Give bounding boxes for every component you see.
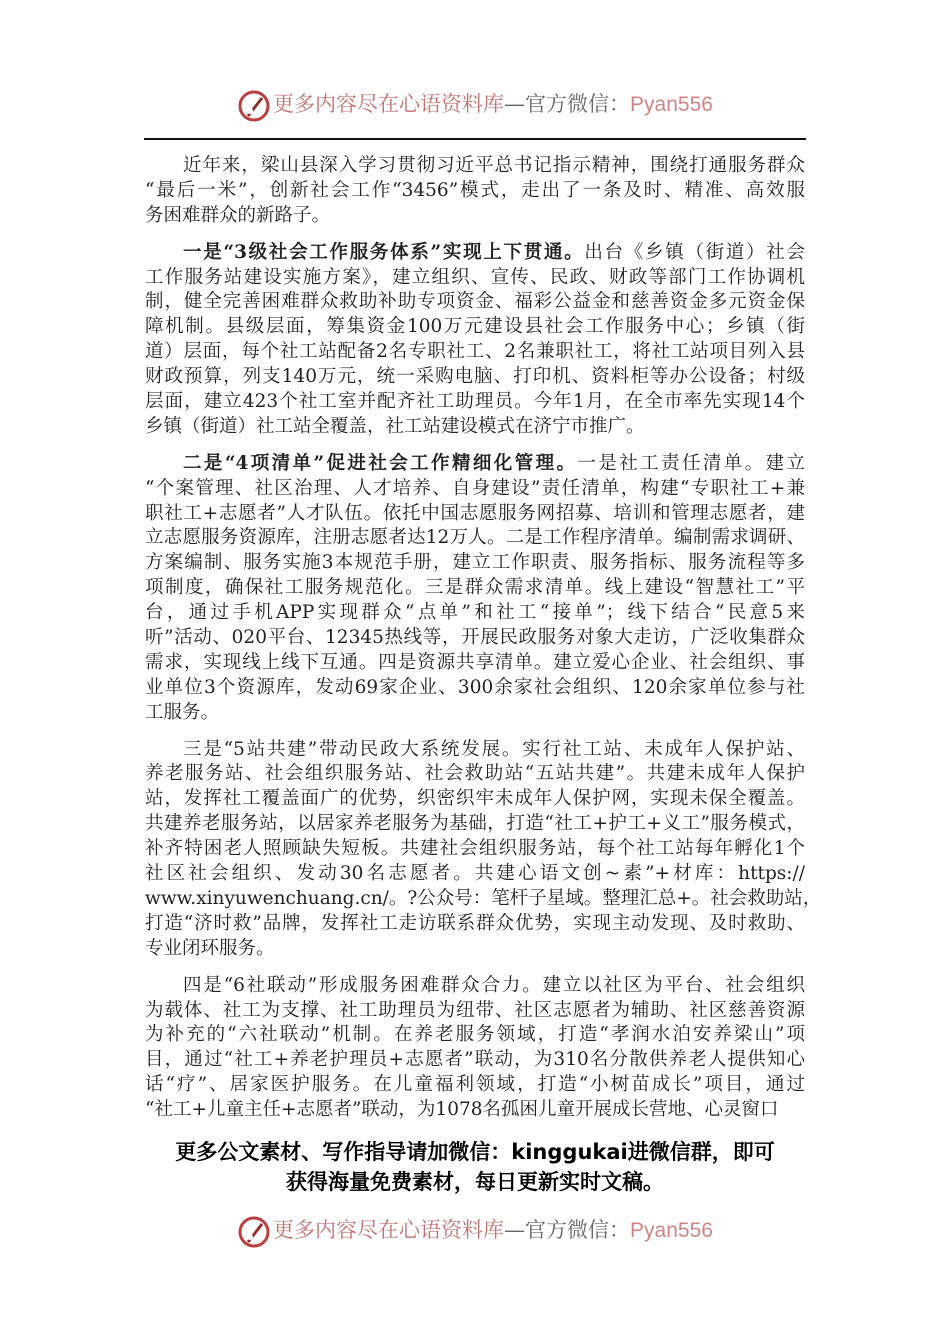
- line-text: www.xinyuwenchuang.cn/。?公众号：笔杆子星域。整理汇总+。社会救助站，: [145, 887, 822, 909]
- line-text: 专业闭环服务。: [145, 937, 275, 959]
- document-body: [145, 154, 822, 1135]
- text-line: [145, 154, 805, 179]
- line-text: 出台《乡镇（街道）社会: [584, 241, 805, 263]
- text-line: [145, 1098, 805, 1123]
- text-line: [145, 974, 805, 999]
- text-line: [145, 266, 805, 291]
- text-line: [145, 551, 805, 576]
- line-text: “最后一米”，创新社会工作“3456”模式，走出了一条及时、精准、高效服: [145, 179, 805, 201]
- line-text: 工作服务站建设实施方案》，建立组织、宣传、民政、财政等部门工作协调机: [145, 266, 805, 288]
- text-line: [145, 837, 805, 862]
- line-text: 工服务。: [145, 701, 220, 723]
- line-text: 职社工+志愿者”人才队伍。依托中国志愿服务网招募、培训和管理志愿者，建: [145, 502, 805, 524]
- banner-title: 更多内容尽在心语资料库: [273, 1218, 505, 1242]
- paragraph: [145, 154, 805, 229]
- bold-heading: 一是“3级社会工作服务体系”实现上下贯通。: [183, 241, 585, 263]
- paragraph: [145, 738, 822, 962]
- line-text: 务困难群众的新路子。: [145, 204, 331, 226]
- line-text: 需求，实现线上线下互通。四是资源共享清单。建立爱心企业、社会组织、事: [145, 651, 805, 673]
- text-line: [145, 1048, 805, 1073]
- banner-title: 更多内容尽在心语资料库: [273, 92, 505, 116]
- text-line: [145, 937, 805, 962]
- text-line: [145, 452, 805, 477]
- text-line: [145, 651, 805, 676]
- text-line: [145, 502, 805, 527]
- text-line: [145, 390, 805, 415]
- promo-line-1: 更多公文素材、写作指导请加微信：kinggukai进微信群，即可: [175, 1140, 775, 1164]
- text-line: [145, 315, 805, 340]
- promo-text: [0, 1137, 950, 1197]
- banner-wechat-id: Pyan556: [630, 1219, 713, 1242]
- line-text: 立志愿服务资源库，注册志愿者达12万人。二是工作程序清单。编制需求调研、: [145, 527, 805, 549]
- text-line: [145, 1073, 805, 1098]
- text-line: [145, 179, 805, 204]
- quill-logo-icon: [237, 89, 271, 123]
- text-line: [145, 241, 805, 266]
- text-line: [145, 762, 805, 787]
- line-text: 话“疗”、居家医护服务。在儿童福利领域，打造“小树苗成长”项目，通过: [145, 1074, 805, 1096]
- bold-heading: 二是“4项清单”促进社会工作精细化管理。: [183, 452, 578, 474]
- line-text: 社区社会组织、发动30名志愿者。共建心语文创~素”+材库：https://: [145, 863, 805, 885]
- text-line: [145, 701, 805, 726]
- line-text: 为载体、社工为支撑、社工助理员为纽带、社区志愿者为辅助、社区慈善资源: [145, 999, 805, 1021]
- text-line: [145, 812, 805, 837]
- line-text: 台，通过手机APP实现群众“点单”和社工“接单”；线下结合“民意5来: [145, 602, 805, 624]
- line-text: 为补充的“六社联动”机制。在养老服务领域，打造“孝润水泊安养梁山”项: [145, 1024, 805, 1046]
- text-line: [145, 887, 822, 912]
- line-text: 项制度，确保社工服务规范化。三是群众需求清单。线上建设“智慧社工”平: [145, 577, 805, 599]
- line-text: 乡镇（街道）社工站全覆盖，社工站建设模式在济宁市推广。: [145, 415, 645, 437]
- text-line: [145, 738, 805, 763]
- line-text: 障机制。县级层面，筹集资金100万元建设县社会工作服务中心；乡镇（街: [145, 316, 805, 338]
- text-line: [145, 1023, 805, 1048]
- paragraph: [145, 241, 805, 440]
- text-line: [145, 787, 805, 812]
- line-text: 养老服务站、社会组织服务站、社会救助站“五站共建”。共建未成年人保护: [145, 763, 805, 785]
- header-banner: [0, 86, 950, 122]
- line-text: 业单位3个资源库，发动69家企业、300余家社会组织、120余家单位参与社: [145, 676, 805, 698]
- text-line: [145, 290, 805, 315]
- line-text: 财政预算，列支140万元，统一采购电脑、打印机、资料柜等办公设备；村级: [145, 366, 805, 388]
- line-text: 层面，建立423个社工室并配齐社工助理员。今年1月，在全市率先实现14个: [145, 391, 805, 413]
- quill-logo-icon: [237, 1215, 271, 1249]
- text-line: [145, 862, 805, 887]
- line-text: 方案编制、服务实施3本规范手册，建立工作职责、服务指标、服务流程等多: [145, 552, 805, 574]
- line-text: 三是“5站共建”带动民政大系统发展。实行社工站、未成年人保护站、: [183, 738, 805, 760]
- banner-wechat-id: Pyan556: [630, 93, 713, 116]
- paragraph: [145, 452, 805, 726]
- line-text: 道）层面，每个社工站配备2名专职社工、2名兼职社工，将社工站项目列入县: [145, 341, 805, 363]
- footer-banner: [0, 1212, 950, 1248]
- text-line: [145, 676, 805, 701]
- banner-wechat-label: —官方微信：: [504, 1218, 631, 1242]
- line-text: 共建养老服务站，以居家养老服务为基础，打造“社工+护工+义工”服务模式，: [145, 813, 805, 835]
- text-line: [145, 626, 805, 651]
- text-line: [145, 526, 805, 551]
- text-line: [145, 415, 805, 440]
- text-line: [145, 204, 805, 229]
- text-line: [145, 999, 805, 1024]
- text-line: [145, 477, 805, 502]
- line-text: “社工+儿童主任+志愿者”联动，为1078名孤困儿童开展成长营地、心灵窗口: [145, 1099, 779, 1121]
- text-line: [145, 340, 805, 365]
- header-divider: [144, 138, 806, 140]
- line-text: 目，通过“社工+养老护理员+志愿者”联动，为310名分散供养老人提供知心: [145, 1049, 805, 1071]
- promo-line-2: 获得海量免费素材，每日更新实时文稿。: [286, 1170, 664, 1194]
- line-text: 制，健全完善困难群众救助补助专项资金、福彩公益金和慈善资金多元资金保: [145, 291, 805, 313]
- line-text: 四是“6社联动”形成服务困难群众合力。建立以社区为平台、社会组织: [183, 974, 805, 996]
- line-text: 听”活动、020平台、12345热线等，开展民政服务对象大走访，广泛收集群众: [145, 627, 805, 649]
- line-text: 打造“济时救”品牌，发挥社工走访联系群众优势，实现主动发现、及时救助、: [145, 912, 805, 934]
- banner-wechat-label: —官方微信：: [504, 92, 631, 116]
- line-text: 站，发挥社工覆盖面广的优势，织密织牢未成年人保护网，实现未保全覆盖。: [145, 788, 805, 810]
- text-line: [145, 365, 805, 390]
- text-line: [145, 576, 805, 601]
- paragraph: [145, 974, 805, 1123]
- text-line: [145, 912, 805, 937]
- line-text: “个案管理、社区治理、人才培养、自身建设”责任清单，构建“专职社工+兼: [145, 477, 805, 499]
- text-line: [145, 601, 805, 626]
- line-text: 一是社工责任清单。建立: [577, 452, 805, 474]
- line-text: 近年来，梁山县深入学习贯彻习近平总书记指示精神，围绕打通服务群众: [183, 155, 805, 176]
- line-text: 补齐特困老人照顾缺失短板。共建社会组织服务站，每个社工站每年孵化1个: [145, 838, 805, 860]
